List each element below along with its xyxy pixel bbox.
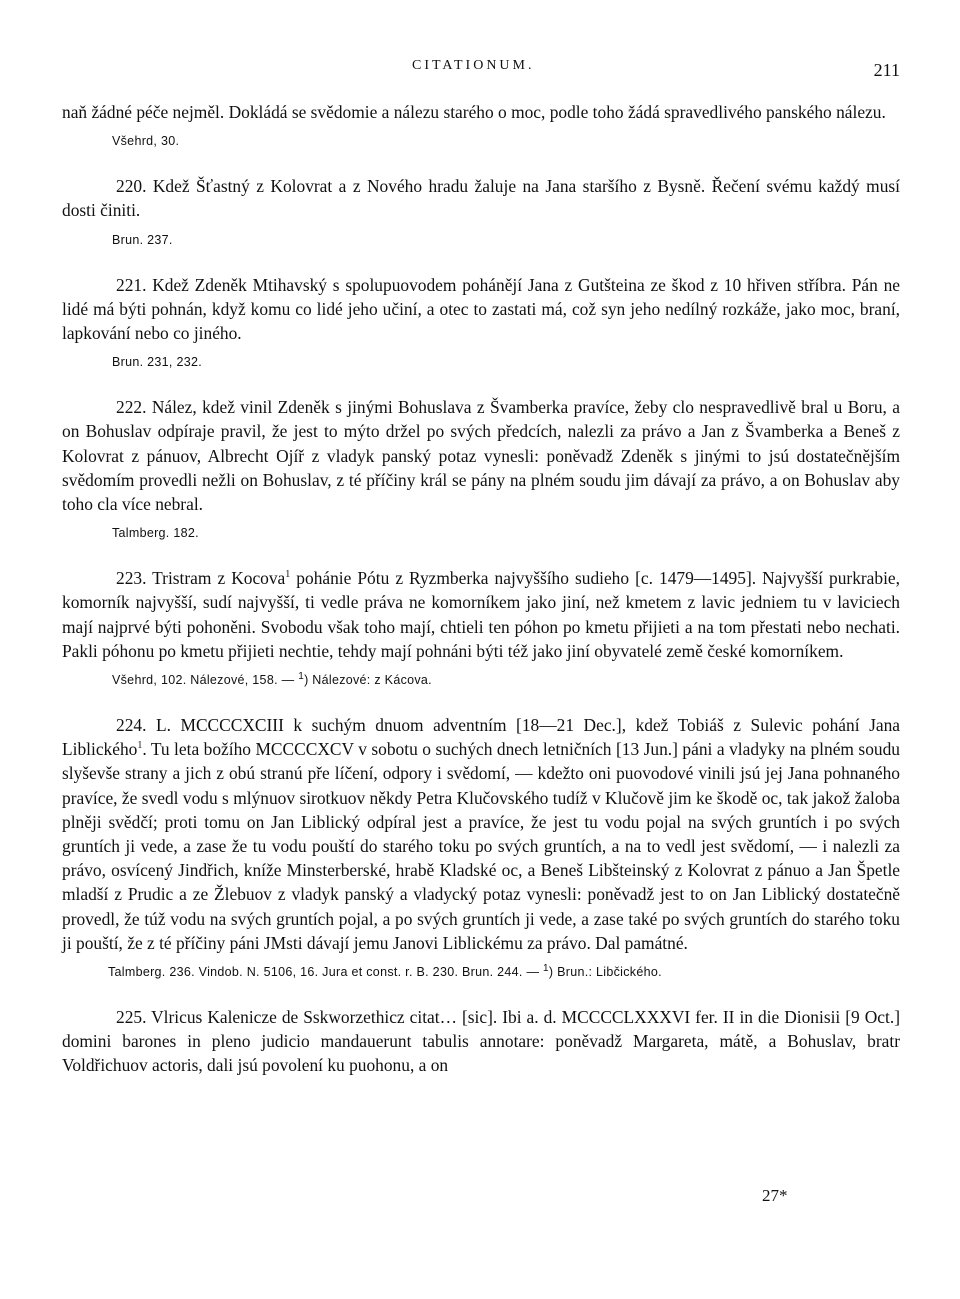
entry-text: pohánie Pótu z Ryzmberka najvyššího sudieho [c. 1479—1495]. Najvyšší purkrabie, komorník najvyšší, sudí najvyšší, ti vedle práva ne komorníkem jako jiní, než kmetem z lavic jedniem tu v laviciech mají najprvé býti pohoněni. Svobodu však toho mají, chtieli ten póhon po kmetu přijieti a na tom přestati nebo nechati. Pakli póhonu po kmetu přijieti nechtie, tehdy mají pohnáni býti též jako jiní obyvatelé země české komorníkem. bbox=[62, 568, 900, 661]
source-text: Všehrd, 102. Nálezové, 158. — bbox=[112, 673, 299, 688]
source-citation bbox=[108, 961, 900, 983]
source-citation: Brun. 231, 232. bbox=[112, 355, 202, 370]
footnote-marker: 1 bbox=[543, 962, 549, 974]
entry-text: . Tu leta božího MCCCCXCV v sobotu o suchých dnech letničních [13 Jun.] páni a vladyky na plném soudu slyševše strany a jich z obú stranú pře líčení, odpory i svědomí, — kdežto oni puovodové vinili jsú jej Jana pohnaného pravíce, že svedl vodu s mlýnuov sirotkuov někdy Petra Klučovského tudíž v Klučově jim ke škodě oc, tak jakož žaloba plněji svědčí; proti tomu on Jan Liblický odpíral jest a pravíce, že jest tu vodu pojal na svých gruntích i po svých gruntích ji vede, a zase že tu vodu pouští do starého toku po svých gruntích, a na to vedl jest svědomí, — i nalezli za právo, osvícený Jindřich, kníže Minsterberské, hrabě Kladské oc, a Beneš Libšteinský z Kolovrat z pánuo a Jan Špetle mladší z Prudic a ze Žlebuov z vladyk panský a vladycký potaz vynesli: poněvadž jest to on Jan Liblický dostatečně provedl, že túž vodu na svých gruntích pojal, a po svých gruntích ji vede, a zase také po svých gruntích do starého toku ji pouští, že z té příčiny páni JMsti dávají jemu Janovi Liblickému za právo. Dal památné. bbox=[62, 739, 900, 953]
page-number: 211 bbox=[873, 60, 900, 80]
footnote-marker: 1 bbox=[137, 740, 143, 752]
footnote-text: ) Nálezové: z Kácova. bbox=[304, 673, 432, 688]
source-citation: Všehrd, 30. bbox=[112, 134, 180, 149]
source-citation bbox=[112, 669, 900, 691]
entry-224 bbox=[62, 713, 900, 955]
page-body bbox=[62, 100, 900, 1078]
entry-222: 222. Nález, kdež vinil Zdeněk s jinými Bohuslava z Švamberka pravíce, žeby clo nespravedlivě bral u Boru, a on Bohuslav odpíraje pravil, že jest to mýto držel po svých předcích, nalezli za právo a Jan z Švamberka a Beneš z Kolovrat z pánuov, Albrecht Ojíř z vladyk panský potaz vynesli: poněvadž Zdeněk s jinými to jsú dostatečnějším svědomím provedli nežli on Bohuslav, z té příčiny král se pány na plném soudu jim dávají za právo, a on Bohuslav aby toho cla více nebral. bbox=[62, 397, 900, 515]
signature-mark: 27* bbox=[762, 1186, 788, 1205]
continuation-paragraph: naň žádné péče nejměl. Dokládá se svědomie a nálezu starého o moc, podle toho žádá spravedlivého panského nálezu. bbox=[62, 102, 886, 122]
entry-text: 224. L. MCCCCXCIII k suchým dnuom adventním [18—21 Dec.], kdež Tobiáš z Sulevic pohání Jana Liblického bbox=[62, 715, 900, 760]
source-text: Talmberg. 236. Vindob. N. 5106, 16. Jura et const. r. B. 230. Brun. 244. — bbox=[108, 965, 544, 980]
entry-221: 221. Kdež Zdeněk Mtihavský s spolupuovodem pohánějí Jana z Gutšteina ze škod z 10 hřiven stříbra. Pán ne lidé má býti pohnán, když komu co lidé jeho učiní, a otec to zastati má, což syn jeho nedílný rozkáže, jako moc, braní, lapkování nebo co jiného. bbox=[62, 274, 900, 344]
footnote-marker: 1 bbox=[285, 569, 291, 581]
running-head bbox=[62, 58, 900, 82]
source-citation: Talmberg. 182. bbox=[112, 526, 199, 541]
entry-text: 223. Tristram z Kocova bbox=[116, 568, 286, 589]
entry-225: 225. Vlricus Kalenicze de Sskworzethicz citat… [sic]. Ibi a. d. MCCCCLXXXVI fer. II in die Dionisii [9 Oct.] domini barones in pleno judicio mandauerunt tabulis annotare: poněvadž Margareta, mátě, a Bohuslav, bratr Voldřichuov actoris, dali jsú povolení ku puohonu, a on bbox=[62, 1007, 900, 1076]
source-citation: Brun. 237. bbox=[112, 232, 173, 247]
entry-220: 220. Kdež Šťastný z Kolovrat a z Nového hradu žaluje na Jana staršího z Bysně. Řečení svému každý musí dosti činiti. bbox=[62, 176, 900, 221]
entry-223 bbox=[62, 566, 900, 663]
footnote-marker: 1 bbox=[298, 670, 305, 682]
running-title: CITATIONUM. bbox=[412, 58, 535, 73]
footnote-text: ) Brun.: Libčického. bbox=[548, 965, 662, 980]
